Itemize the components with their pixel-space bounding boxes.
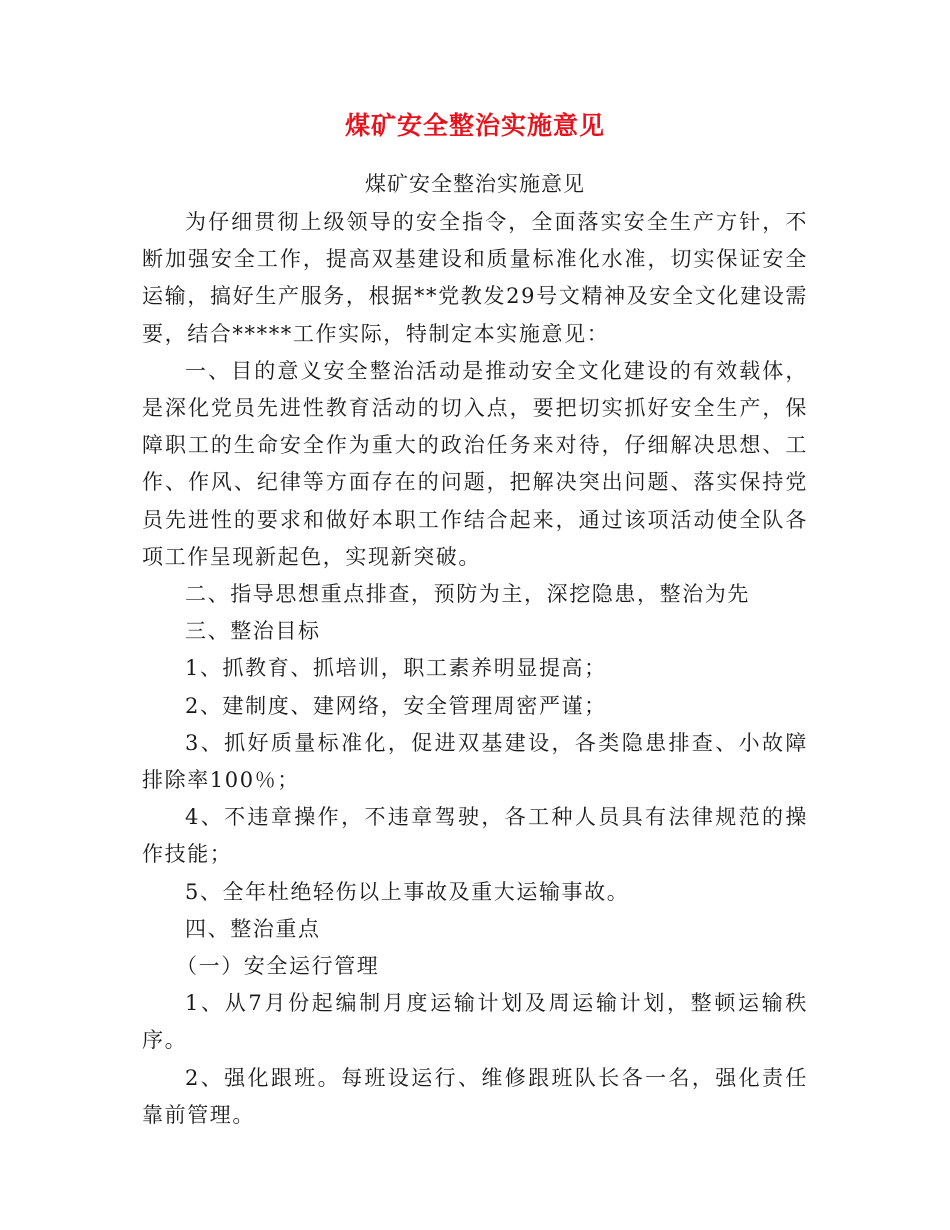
focus-item-1: 1、从7月份起编制月度运输计划及周运输计划，整顿运输秩序。 — [142, 991, 808, 1053]
goal-item-1: 1、抓教育、抓培训，职工素养明显提高； — [185, 656, 607, 681]
goal-item-2: 2、建制度、建网络，安全管理周密严谨； — [185, 693, 607, 718]
goal-item-4: 4、不违章操作，不违章驾驶，各工种人员具有法律规范的操作技能； — [142, 805, 808, 867]
goal-item-3: 3、抓好质量标准化，促进双基建设，各类隐患排查、小故障排除率100％； — [142, 730, 808, 793]
heading-focus: 四、整治重点 — [185, 916, 321, 941]
paragraph-intro: 为仔细贯彻上级领导的安全指令，全面落实安全生产方针，不断加强安全工作，提高双基建设和质量标准化水准，切实保证安全运输，搞好生产服务，根据**党教发29号文精神及安全文化建设需要，结合*****工作实际，特制定本实施意见： — [142, 210, 808, 346]
heading-goals: 三、整治目标 — [185, 619, 321, 644]
focus-item-2: 2、强化跟班。每班设运行、维修跟班队长各一名，强化责任靠前管理。 — [142, 1065, 808, 1127]
subheading-safety-operation: （一）安全运行管理 — [176, 954, 380, 979]
document-title: 煤矿安全整治实施意见 — [344, 111, 605, 140]
document-body — [142, 204, 808, 1134]
document-subtitle: 煤矿安全整治实施意见 — [365, 172, 585, 196]
paragraph-guiding-idea: 二、指导思想重点排查，预防为主，深挖隐患，整治为先 — [185, 582, 750, 607]
goal-item-5: 5、全年杜绝轻伤以上事故及重大运输事故。 — [185, 879, 630, 904]
paragraph-purpose: 一、目的意义安全整治活动是推动安全文化建设的有效载体，是深化党员先进性教育活动的切入点，要把切实抓好安全生产，保障职工的生命安全作为重大的政治任务来对待，仔细解决思想、工作、作风、纪律等方面存在的问题，把解决突出问题、落实保持党员先进性的要求和做好本职工作结合起来，通过该项活动使全队各项工作呈现新起色，实现新突破。 — [142, 358, 808, 569]
